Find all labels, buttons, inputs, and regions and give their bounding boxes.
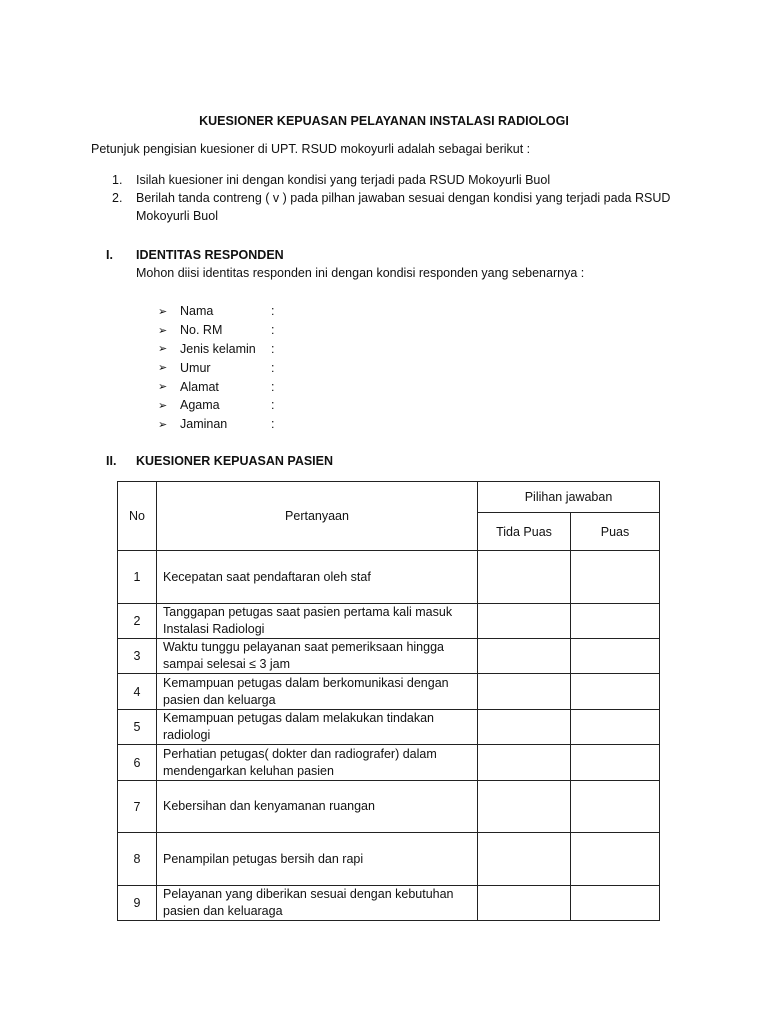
section-title: KUESIONER KEPUASAN PASIEN bbox=[136, 454, 334, 468]
arrow-bullet-icon: ➢ bbox=[158, 399, 168, 412]
identity-field-list bbox=[158, 302, 274, 434]
header-no: No bbox=[118, 482, 157, 551]
satisfied-checkbox-cell[interactable] bbox=[571, 604, 660, 639]
row-number: 5 bbox=[118, 710, 157, 745]
unsatisfied-checkbox-cell[interactable] bbox=[478, 639, 571, 674]
row-number: 9 bbox=[118, 886, 157, 921]
arrow-bullet-icon: ➢ bbox=[158, 324, 168, 337]
identity-field bbox=[158, 358, 274, 377]
unsatisfied-checkbox-cell[interactable] bbox=[478, 886, 571, 921]
table-row bbox=[118, 886, 660, 921]
unsatisfied-checkbox-cell[interactable] bbox=[478, 745, 571, 781]
document-title: KUESIONER KEPUASAN PELAYANAN INSTALASI RADIOLOGI bbox=[199, 114, 569, 128]
satisfied-checkbox-cell[interactable] bbox=[571, 551, 660, 604]
row-number: 7 bbox=[118, 781, 157, 833]
satisfied-checkbox-cell[interactable] bbox=[571, 886, 660, 921]
unsatisfied-checkbox-cell[interactable] bbox=[478, 551, 571, 604]
section-number: I. bbox=[106, 248, 113, 262]
field-label: Agama bbox=[180, 398, 220, 413]
question-text: Tanggapan petugas saat pasien pertama kali masuk Instalasi Radiologi bbox=[157, 604, 478, 639]
unsatisfied-checkbox-cell[interactable] bbox=[478, 833, 571, 886]
instruction-item bbox=[112, 189, 692, 225]
header-satisfied: Puas bbox=[571, 513, 660, 551]
question-text: Waktu tunggu pelayanan saat pemeriksaan hingga sampai selesai ≤ 3 jam bbox=[157, 639, 478, 674]
identity-field bbox=[158, 415, 274, 434]
arrow-bullet-icon: ➢ bbox=[158, 418, 168, 431]
field-label: Nama bbox=[180, 304, 214, 319]
question-text: Kebersihan dan kenyamanan ruangan bbox=[157, 781, 478, 833]
row-number: 1 bbox=[118, 551, 157, 604]
instruction-text: Berilah tanda contreng ( v ) pada pilhan jawaban sesuai dengan kondisi yang terjadi pada RSUD Mokoyurli Buol bbox=[136, 191, 671, 223]
arrow-bullet-icon: ➢ bbox=[158, 343, 168, 356]
table-row bbox=[118, 604, 660, 639]
arrow-bullet-icon: ➢ bbox=[158, 381, 168, 394]
instruction-item bbox=[112, 171, 692, 189]
question-text: Kecepatan saat pendaftaran oleh staf bbox=[157, 551, 478, 604]
question-text: Penampilan petugas bersih dan rapi bbox=[157, 833, 478, 886]
satisfied-checkbox-cell[interactable] bbox=[571, 710, 660, 745]
arrow-bullet-icon: ➢ bbox=[158, 362, 168, 375]
field-label: Umur bbox=[180, 360, 211, 375]
field-colon: : bbox=[271, 398, 275, 413]
unsatisfied-checkbox-cell[interactable] bbox=[478, 781, 571, 833]
header-question: Pertanyaan bbox=[157, 482, 478, 551]
question-text: Pelayanan yang diberikan sesuai dengan kebutuhan pasien dan keluaraga bbox=[157, 886, 478, 921]
field-colon: : bbox=[271, 379, 275, 394]
table-row bbox=[118, 710, 660, 745]
table-row bbox=[118, 781, 660, 833]
identity-field bbox=[158, 377, 274, 396]
field-label: No. RM bbox=[180, 323, 223, 338]
unsatisfied-checkbox-cell[interactable] bbox=[478, 604, 571, 639]
instruction-number: 2. bbox=[112, 191, 123, 205]
section-description: Mohon diisi identitas responden ini dengan kondisi responden yang sebenarnya : bbox=[136, 266, 585, 280]
field-label: Alamat bbox=[180, 379, 219, 394]
header-unsatisfied: Tida Puas bbox=[478, 513, 571, 551]
row-number: 3 bbox=[118, 639, 157, 674]
question-text: Kemampuan petugas dalam berkomunikasi dengan pasien dan keluarga bbox=[157, 674, 478, 710]
row-number: 6 bbox=[118, 745, 157, 781]
section-title: IDENTITAS RESPONDEN bbox=[136, 248, 284, 262]
instruction-text: Isilah kuesioner ini dengan kondisi yang terjadi pada RSUD Mokoyurli Buol bbox=[136, 173, 551, 187]
field-colon: : bbox=[271, 341, 275, 356]
field-colon: : bbox=[271, 417, 275, 432]
instruction-number: 1. bbox=[112, 173, 123, 187]
unsatisfied-checkbox-cell[interactable] bbox=[478, 674, 571, 710]
table-row bbox=[118, 833, 660, 886]
field-label: Jaminan bbox=[180, 417, 228, 432]
satisfied-checkbox-cell[interactable] bbox=[571, 674, 660, 710]
field-colon: : bbox=[271, 323, 275, 338]
table-row bbox=[118, 551, 660, 604]
table-row bbox=[118, 639, 660, 674]
row-number: 4 bbox=[118, 674, 157, 710]
identity-field bbox=[158, 340, 274, 359]
field-colon: : bbox=[271, 360, 275, 375]
unsatisfied-checkbox-cell[interactable] bbox=[478, 710, 571, 745]
intro-text: Petunjuk pengisian kuesioner di UPT. RSUD mokoyurli adalah sebagai berikut : bbox=[91, 142, 531, 156]
table-row bbox=[118, 745, 660, 781]
question-text: Kemampuan petugas dalam melakukan tindakan radiologi bbox=[157, 710, 478, 745]
arrow-bullet-icon: ➢ bbox=[158, 305, 168, 318]
satisfied-checkbox-cell[interactable] bbox=[571, 781, 660, 833]
identity-field bbox=[158, 302, 274, 321]
question-text: Perhatian petugas( dokter dan radiografer) dalam mendengarkan keluhan pasien bbox=[157, 745, 478, 781]
row-number: 8 bbox=[118, 833, 157, 886]
questionnaire-table bbox=[117, 481, 660, 921]
header-answer-choices: Pilihan jawaban bbox=[478, 482, 660, 513]
identity-field bbox=[158, 396, 274, 415]
field-colon: : bbox=[271, 304, 275, 319]
satisfied-checkbox-cell[interactable] bbox=[571, 745, 660, 781]
instruction-list bbox=[112, 171, 692, 225]
table-row bbox=[118, 674, 660, 710]
satisfied-checkbox-cell[interactable] bbox=[571, 833, 660, 886]
row-number: 2 bbox=[118, 604, 157, 639]
satisfied-checkbox-cell[interactable] bbox=[571, 639, 660, 674]
field-label: Jenis kelamin bbox=[180, 341, 256, 356]
identity-field bbox=[158, 321, 274, 340]
section-number: II. bbox=[106, 454, 117, 468]
